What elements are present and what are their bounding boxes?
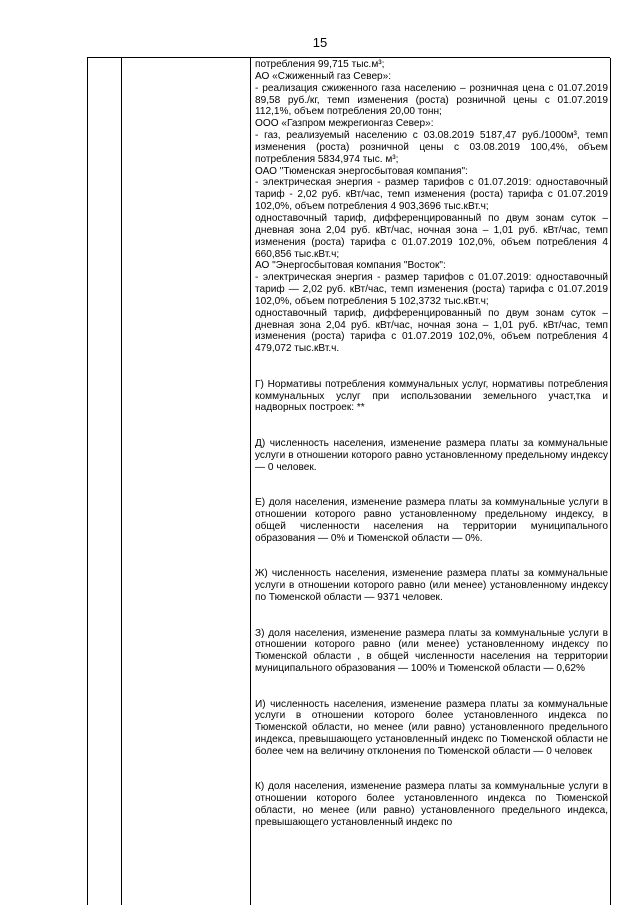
paragraph: - электрическая энергия - размер тарифов с 01.07.2019: одноставочный тариф — 2,02 руб. кВт/час, темп изменения (роста) тарифа с 01.07.2019 102,0%, объем потребления 5 102,3732 тыс.кВт.ч; [255, 272, 608, 307]
paragraph: АО "Энергосбытовая компания "Восток": [255, 260, 446, 272]
paragraph: ООО «Газпром межрегионгаз Север»: [255, 118, 434, 130]
page-number: 15 [312, 35, 328, 50]
paragraph: одноставочный тариф, дифференцированный по двум зонам суток – дневная зона 2,04 руб. кВт/час, ночная зона – 1,01 руб. кВт/час, темп изменения (роста) тарифа с 01.07.2019 102,0%, объем потребления 4 660,856 тыс.кВт.ч; [255, 212, 608, 260]
section-zh: Ж) численность населения, изменение размера платы за коммунальные услуги в отношении которого равно (или менее) установленному индексу по Тюменской области — 9371 человек. [255, 568, 608, 603]
paragraph: - электрическая энергия - размер тарифов с 01.07.2019: одноставочный тариф - 2,02 руб. кВт/час, темп изменения (роста) тарифа с 01.07.2019 102,0%, объем потребления 4 903,3696 тыс.кВт.ч; [255, 177, 608, 213]
paragraph: - реализация сжиженного газа населению – розничная цена с 01.07.2019 89,58 руб./кг, темп изменения (роста) розничной цены с 01.07.2019 112,1%, объем потребления 20,00 тонн; [255, 82, 608, 118]
section-d: Д) численность населения, изменение размера платы за коммунальные услуги в отношении которого равно установленному предельному индексу — 0 человек. [255, 438, 608, 473]
section-i: И) численность населения, изменение размера платы за коммунальные услуги в отношении которого более установленного индекса по Тюменской области, но менее (или равно) установленного предельного индекса, превышающего установленный индекс по Тюменской области не более чем на величину отклонения по Тюменской области — 0 человек [255, 698, 608, 757]
column-divider [121, 58, 122, 905]
table-right-border [610, 58, 611, 905]
section-z: З) доля населения, изменение размера платы за коммунальные услуги в отношении которого равно (или менее) установленному индексу по Тюменской области , в общей численности населения на территории муниципального образования — 100% и Тюменской области — 0,62% [255, 627, 608, 675]
paragraph: ОАО "Тюменская энергосбытовая компания": [255, 165, 468, 177]
section-g: Г) Нормативы потребления коммунальных услуг, нормативы потребления коммунальных услуг при использовании земельного участ,тка и надворных построек: ** [255, 378, 608, 414]
section-k: К) доля населения, изменение размера платы за коммунальные услуги в отношении которого более установленного индекса по Тюменской области, но менее (или равно) установленного предельного индекса, превышающего установленный индекс по [255, 781, 608, 828]
paragraph: одноставочный тариф, дифференцированный по двум зонам суток – дневная зона 2,04 руб. кВт/час, ночная зона – 1,01 руб. кВт/час, темп изменения (роста) тарифа с 01.07.2019 102,0%, объем потребления 4 479,072 тыс.кВт.ч. [255, 307, 608, 355]
paragraph: - газ, реализуемый населению с 03.08.2019 5187,47 руб./1000м³, темп изменения (роста) розничной цены с 03.08.2019 100,4%, объем потребления 5834,974 тыс. м³; [255, 130, 608, 165]
section-e: Е) доля населения, изменение размера платы за коммунальные услуги в отношении которого равно установленному предельному индексу, в общей численности населения на территории муниципального образования — 0% и Тюменской области — 0%. [255, 497, 608, 544]
column-divider [250, 58, 251, 905]
document-table [87, 57, 610, 905]
table-content-cell [255, 59, 608, 829]
paragraph: потребления 99,715 тыс.м³; [255, 59, 385, 70]
paragraph: АО «Сжиженный газ Север»: [255, 70, 392, 82]
